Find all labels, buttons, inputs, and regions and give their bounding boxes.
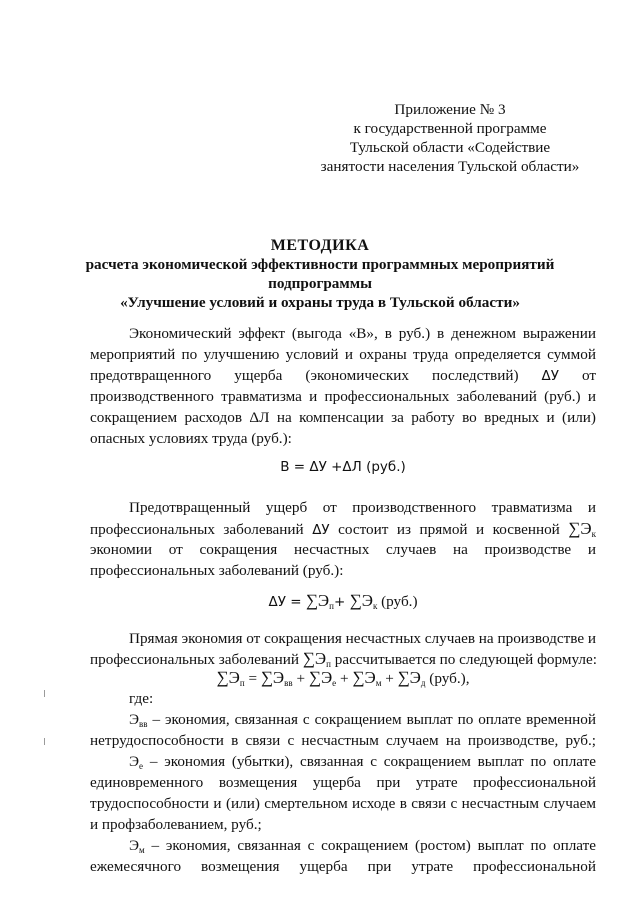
appendix-line: занятости населения Тульской области» [320, 158, 580, 175]
formula-benefit [90, 456, 596, 477]
heading-line: «Улучшение условий и охраны труда в Тульской области» [120, 294, 520, 311]
paragraph-line: сокращением расходов ΔЛ на компенсации за работу во вредных и (или) [90, 409, 596, 426]
heading-line: подпрограммы [268, 275, 372, 292]
appendix-line: к государственной программе [353, 120, 547, 137]
paragraph-line: профессиональных заболеваний $\sum Э_п$ рассчитывается по следующей формуле: [90, 649, 597, 669]
heading-line: расчета экономической эффективности программных мероприятий [85, 256, 555, 273]
appendix-header [300, 100, 600, 176]
definition-line: $Э_м$ – экономия, связанная с сокращением (ростом) выплат по оплате [129, 837, 596, 855]
appendix-line: Тульской области «Содействие [349, 139, 551, 156]
paragraph-line [90, 518, 596, 539]
definition-line: $Э_е$ – экономия (убытки), связанная с сокращением выплат по оплате [129, 753, 596, 771]
definition-line: трудоспособности и (или) смертельном исходе в связи с несчастным случаем [90, 795, 596, 812]
scan-mark [44, 738, 45, 745]
where-label: где: [129, 690, 154, 707]
paragraph-line: Экономический эффект (выгода «В», в руб.) в денежном выражении [129, 325, 596, 342]
definition-line: и профзаболеванием, руб.; [90, 816, 262, 833]
paragraph-line: опасных условиях труда (руб.): [90, 430, 292, 447]
delta-u-symbol: ΔУ [541, 368, 559, 384]
delta-u-symbol: ΔУ [312, 522, 330, 538]
paragraph-line: экономии от сокращения несчастных случаев на производстве и [90, 541, 596, 558]
word: предотвращенного [90, 367, 212, 384]
appendix-number: Приложение № 3 [394, 101, 506, 118]
word: последствий) [431, 367, 519, 384]
word: состоит из прямой и косвенной [338, 521, 560, 538]
definition-line: единовременного возмещения ущерба при утрате профессиональной [90, 774, 596, 791]
word: ущерба [234, 367, 283, 384]
paragraph-line: Предотвращенный ущерб от производственного травматизма и [129, 499, 596, 516]
document-heading [40, 236, 600, 312]
word: профессиональных заболеваний [90, 521, 304, 538]
definition-line: ежемесячного возмещения ущерба при утрате профессиональной [90, 858, 596, 875]
paragraph-line: производственного травматизма и профессиональных заболеваний (руб.) и [90, 388, 596, 405]
paragraph-line: профессиональных заболеваний (руб.): [90, 562, 344, 579]
document-title: МЕТОДИКА [270, 237, 370, 254]
scan-mark [44, 690, 45, 697]
paragraph-line [90, 365, 596, 386]
formula-damage: $\Delta У = \sum Э_п+ \sum Э_к$ (руб.) [268, 591, 418, 611]
formula-direct-savings: $\sum Э_п = \sum Э_{вв} + \sum Э_е + \sum Э_м + \sum Э_д$ (руб.), [216, 668, 470, 688]
word: (экономических [305, 367, 409, 384]
definition-line: $Э_{вв}$ – экономия, связанная с сокращением выплат по оплате временной [129, 711, 596, 729]
paragraph-line: Прямая экономия от сокращения несчастных случаев на производстве и [129, 630, 596, 647]
formula-text: В = ΔУ +ΔЛ (руб.) [280, 459, 406, 475]
word: от [582, 367, 597, 384]
sum-symbol: $\sum Э_к$ [568, 519, 597, 539]
paragraph-line: мероприятий по улучшению условий и охраны труда определяется суммой [90, 346, 596, 363]
definition-line: нетрудоспособности в связи с несчастным случаем на производстве, руб.; [90, 732, 596, 749]
